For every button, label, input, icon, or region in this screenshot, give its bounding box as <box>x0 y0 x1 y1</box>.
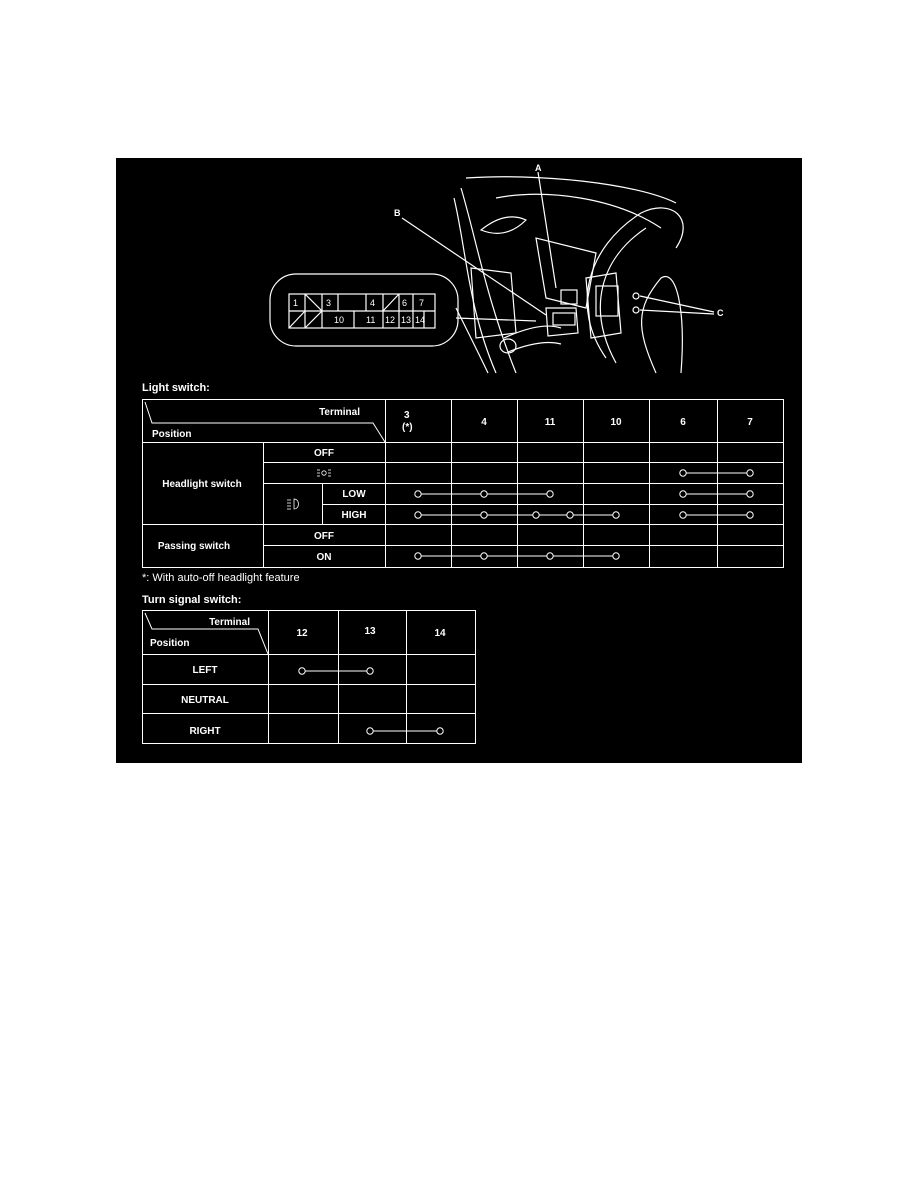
ts-header-terminal: Terminal <box>209 617 250 628</box>
headlight-icon <box>287 499 299 509</box>
group-headlight-switch: Headlight switch <box>162 479 242 490</box>
node-high-7 <box>747 512 753 518</box>
ts-row-neutral: NEUTRAL <box>181 695 229 706</box>
turn-signal-switch-title: Turn signal switch: <box>142 594 242 606</box>
pin-11: 11 <box>366 315 376 325</box>
node-high-11b <box>567 512 573 518</box>
terminal-6: 6 <box>680 417 686 428</box>
terminal-3: 3 <box>404 410 410 421</box>
node-on-3 <box>415 553 421 559</box>
pin-1: 1 <box>293 298 299 308</box>
node-park-7 <box>747 470 753 476</box>
node-park-6 <box>680 470 686 476</box>
header-terminal: Terminal <box>319 407 360 418</box>
ts-terminal-13: 13 <box>364 626 376 637</box>
terminal-3-note: (*) <box>402 422 413 433</box>
parking-light-icon <box>317 470 331 476</box>
node-on-11 <box>547 553 553 559</box>
pin-3: 3 <box>326 298 332 308</box>
diagram-panel <box>116 158 802 763</box>
node-high-3 <box>415 512 421 518</box>
node-high-6 <box>680 512 686 518</box>
node-low-11 <box>547 491 553 497</box>
pin-13: 13 <box>401 315 412 325</box>
row-hs-high: HIGH <box>341 510 367 521</box>
ts-row-right: RIGHT <box>189 726 221 737</box>
callout-b: B <box>394 208 401 218</box>
row-ps-on: ON <box>316 552 332 563</box>
callout-a: A <box>535 163 542 173</box>
ts-terminal-12: 12 <box>296 628 308 639</box>
pin-7: 7 <box>419 298 425 308</box>
node-high-10 <box>613 512 619 518</box>
terminal-7: 7 <box>747 417 753 428</box>
light-switch-table <box>142 399 784 569</box>
node-low-7 <box>747 491 753 497</box>
terminal-10: 10 <box>610 417 622 428</box>
pin-14: 14 <box>415 315 426 325</box>
group-passing-switch: Passing switch <box>157 541 231 552</box>
ts-row-left: LEFT <box>192 665 218 676</box>
switch-location-illustration <box>116 158 802 388</box>
row-hs-off: OFF <box>314 448 334 459</box>
row-hs-low: LOW <box>342 489 366 500</box>
node-low-6 <box>680 491 686 497</box>
ts-header-position: Position <box>150 638 190 649</box>
node-on-10 <box>613 553 619 559</box>
light-switch-footnote: *: With auto-off headlight feature <box>142 572 300 584</box>
ts-node-left-12 <box>299 668 305 674</box>
ts-node-right-13 <box>367 728 373 734</box>
node-low-3 <box>415 491 421 497</box>
row-ps-off: OFF <box>314 531 334 542</box>
node-on-4 <box>481 553 487 559</box>
ts-terminal-14: 14 <box>434 628 446 639</box>
ts-node-left-13 <box>367 668 373 674</box>
node-high-4 <box>481 512 487 518</box>
ts-node-right-14 <box>437 728 443 734</box>
light-switch-title: Light switch: <box>142 382 210 394</box>
header-position: Position <box>152 429 192 440</box>
terminal-4: 4 <box>481 417 487 428</box>
terminal-11: 11 <box>544 417 556 428</box>
node-low-4 <box>481 491 487 497</box>
callout-c: C <box>717 308 724 318</box>
pin-12: 12 <box>385 315 396 325</box>
pin-10: 10 <box>334 315 345 325</box>
pin-6: 6 <box>402 298 408 308</box>
turn-signal-table <box>142 610 476 745</box>
ts-continuity-marks <box>299 668 443 734</box>
node-high-11a <box>533 512 539 518</box>
pin-4: 4 <box>370 298 376 308</box>
